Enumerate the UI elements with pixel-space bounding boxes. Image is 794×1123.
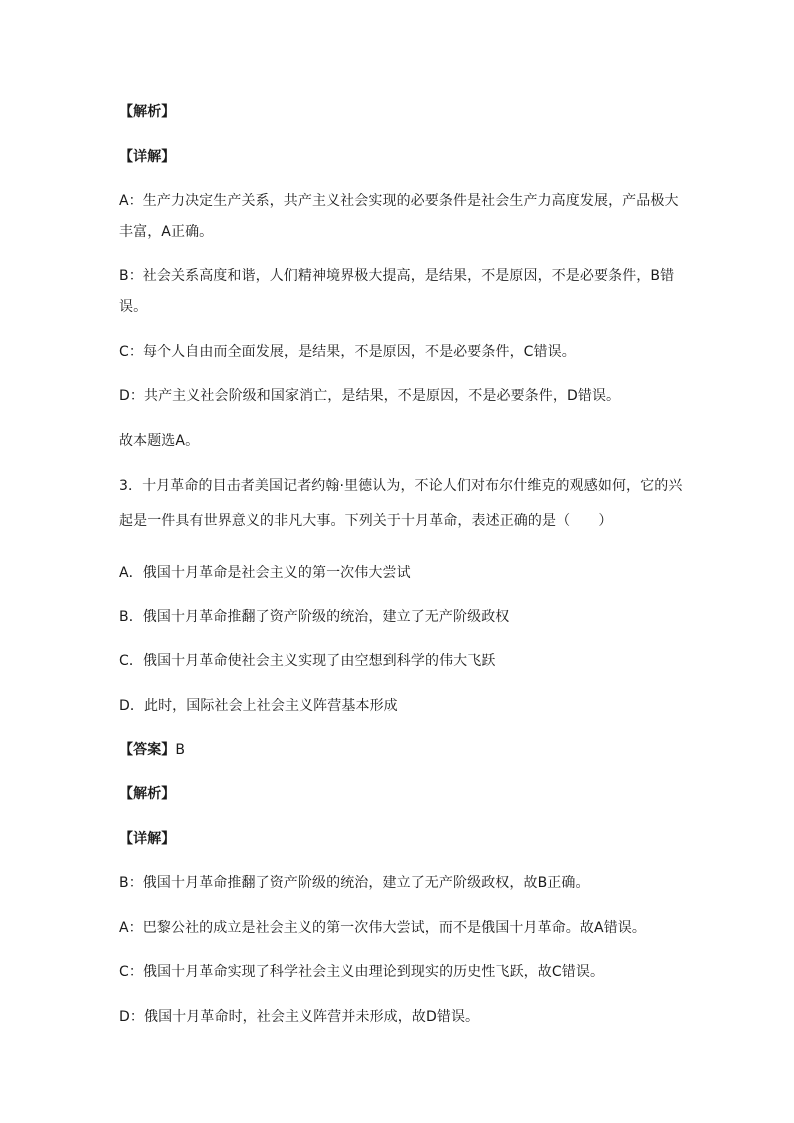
answer-value: B [175, 742, 186, 758]
choice-c: C．俄国十月革命使社会主义实现了由空想到科学的伟大飞跃 [119, 653, 496, 669]
option-a-explanation-line2: 丰富，A正确。 [119, 224, 214, 240]
choice-d: D．此时，国际社会上社会主义阵营基本形成 [119, 698, 398, 714]
option-b-explanation-line1: B：社会关系高度和谐，人们精神境界极大提高，是结果，不是原因，不是必要条件，B错 [119, 268, 675, 284]
choice-b: B．俄国十月革命推翻了资产阶级的统治，建立了无产阶级政权 [119, 609, 510, 625]
question-stem-line2: 起是一件具有世界意义的非凡大事。下列关于十月革命，表述正确的是（ ） [119, 513, 613, 529]
detail-d: D：俄国十月革命时，社会主义阵营并未形成，故D错误。 [119, 1009, 480, 1025]
detail-heading-q3: 【详解】 [119, 831, 176, 847]
choice-a: A．俄国十月革命是社会主义的第一次伟大尝试 [119, 565, 411, 581]
option-b-explanation-line2: 误。 [119, 299, 148, 315]
answer-line [119, 740, 679, 760]
detail-c: C：俄国十月革命实现了科学社会主义由理论到现实的历史性飞跃，故C错误。 [119, 964, 605, 980]
detail-b: B：俄国十月革命推翻了资产阶级的统治，建立了无产阶级政权，故B正确。 [119, 875, 590, 891]
analysis-heading: 【解析】 [119, 104, 176, 120]
detail-heading: 【详解】 [119, 149, 176, 165]
conclusion-text: 故本题选A。 [119, 433, 200, 449]
analysis-heading-q3: 【解析】 [119, 786, 176, 802]
option-a-explanation-line1: A：生产力决定生产关系，共产主义社会实现的必要条件是社会生产力高度发展，产品极大 [119, 193, 679, 209]
question-stem-line1: 3．十月革命的目击者美国记者约翰·里德认为，不论人们对布尔什维克的观感如何，它的兴 [119, 478, 683, 494]
answer-label: 【答案】 [119, 742, 176, 758]
detail-a: A：巴黎公社的成立是社会主义的第一次伟大尝试，而不是俄国十月革命。故A错误。 [119, 920, 646, 936]
option-d-explanation: D：共产主义社会阶级和国家消亡，是结果，不是原因，不是必要条件，D错误。 [119, 388, 621, 404]
option-c-explanation: C：每个人自由而全面发展，是结果，不是原因，不是必要条件，C错误。 [119, 344, 576, 360]
